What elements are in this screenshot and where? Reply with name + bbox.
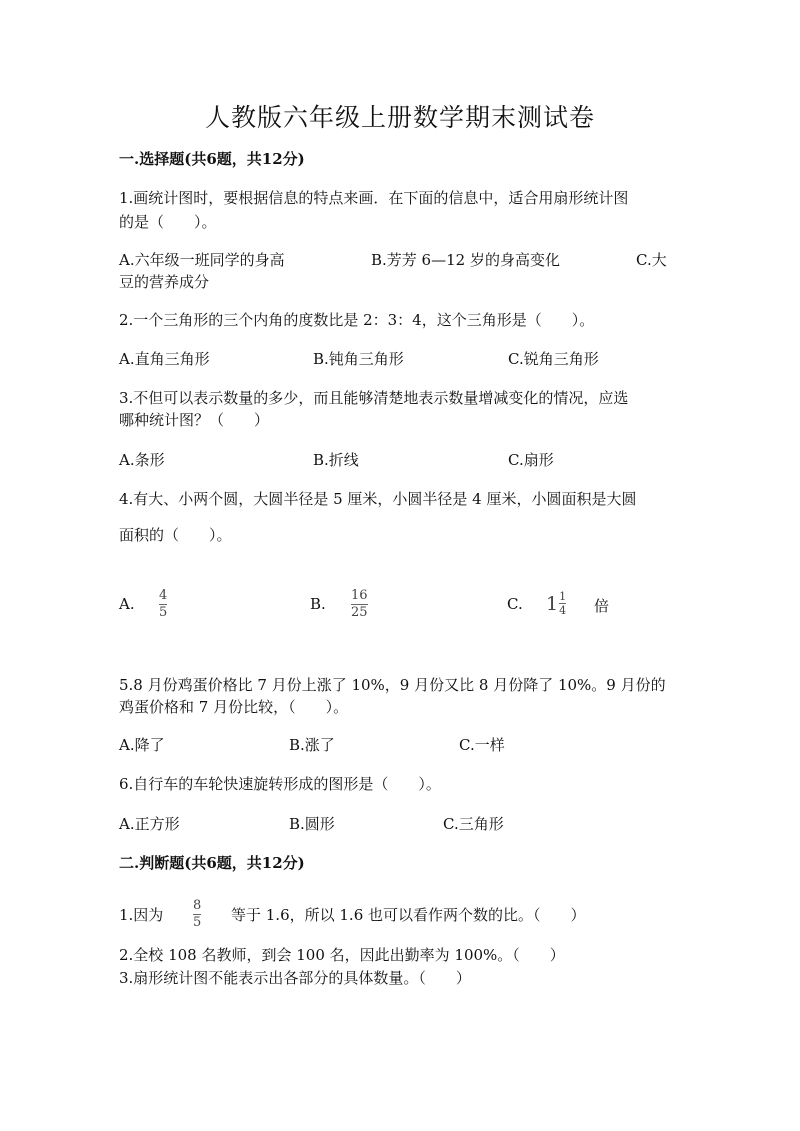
question-5-line-2: 鸡蛋价格和 7 月份比较，（ ）。 (119, 698, 349, 716)
judge-1-suffix: 等于 1.6，所以 1.6 也可以看作两个数的比。（ ） (231, 906, 586, 924)
question-4-option-b-label[interactable]: B. (310, 595, 326, 613)
question-4-line-2: 面积的（ ）。 (119, 526, 232, 544)
fraction-numerator: 16 (351, 588, 368, 603)
question-1-line-2: 的是（ ）。 (119, 213, 217, 231)
question-4-option-c-mixed-number (546, 591, 566, 616)
question-4-option-b-fraction (351, 589, 368, 620)
question-6-option-c[interactable]: C.三角形 (443, 815, 504, 833)
fraction-denominator: 4 (559, 604, 567, 617)
question-4-option-a-fraction (159, 589, 167, 620)
mixed-fraction (559, 591, 566, 616)
question-5-option-b[interactable]: B.涨了 (289, 736, 335, 754)
question-1-option-c-continued: 豆的营养成分 (119, 273, 210, 291)
question-2-option-b[interactable]: B.钝角三角形 (313, 350, 404, 368)
question-5-option-a[interactable]: A.降了 (119, 736, 165, 754)
fraction-numerator: 4 (159, 588, 168, 603)
question-2-text: 2.一个三角形的三个内角的度数比是 2：3：4，这个三角形是（ ）。 (119, 311, 595, 329)
judge-1-prefix: 1.因为 (119, 906, 164, 924)
section-heading-choice: 一.选择题(共6题，共12分) (119, 150, 305, 168)
question-6-option-a[interactable]: A.正方形 (119, 815, 180, 833)
question-2-option-a[interactable]: A.直角三角形 (119, 350, 210, 368)
fraction-denominator: 5 (159, 605, 168, 620)
page-title: 人教版六年级上册数学期末测试卷 (204, 103, 595, 132)
question-3-option-b[interactable]: B.折线 (313, 451, 359, 469)
question-3-line-2: 哪种统计图？（ ） (119, 411, 270, 429)
question-1-option-c[interactable]: C.大 (636, 251, 667, 269)
fraction-numerator: 1 (559, 590, 567, 603)
mixed-whole: 1 (546, 592, 559, 615)
question-3-option-a[interactable]: A.条形 (119, 451, 165, 469)
question-4-option-c-label[interactable]: C. (507, 595, 523, 613)
fraction-numerator: 8 (193, 898, 202, 913)
question-6-option-b[interactable]: B.圆形 (289, 815, 335, 833)
question-1-line-1: 1.画统计图时，要根据信息的特点来画．在下面的信息中，适合用扇形统计图 (119, 189, 629, 207)
fraction-denominator: 25 (351, 605, 368, 620)
fraction-denominator: 5 (193, 915, 202, 930)
question-4-option-c-suffix: 倍 (594, 597, 610, 615)
question-6-text: 6.自行车的车轮快速旋转形成的图形是（ ）。 (119, 775, 441, 793)
question-4-option-a-label[interactable]: A. (119, 595, 135, 613)
judge-3-text: 3.扇形统计图不能表示出各部分的具体数量。（ ） (119, 969, 471, 987)
question-5-option-c[interactable]: C.一样 (459, 736, 505, 754)
question-3-option-c[interactable]: C.扇形 (508, 451, 554, 469)
question-5-line-1: 5.8 月份鸡蛋价格比 7 月份上涨了 10%，9 月份又比 8 月份降了 10%。9 月份的 (119, 676, 666, 694)
judge-1-fraction (193, 899, 201, 930)
question-1-option-b[interactable]: B.芳芳 6—12 岁的身高变化 (371, 251, 560, 269)
question-3-line-1: 3.不但可以表示数量的多少，而且能够清楚地表示数量增减变化的情况，应选 (119, 389, 629, 407)
question-2-option-c[interactable]: C.锐角三角形 (508, 350, 599, 368)
question-1-option-a[interactable]: A.六年级一班同学的身高 (119, 251, 285, 269)
question-4-line-1: 4.有大、小两个圆，大圆半径是 5 厘米，小圆半径是 4 厘米，小圆面积是大圆 (119, 490, 637, 508)
section-heading-true-false: 二.判断题(共6题，共12分) (119, 854, 305, 872)
judge-2-text: 2.全校 108 名教师，到会 100 名，因此出勤率为 100%。（ ） (119, 946, 565, 964)
